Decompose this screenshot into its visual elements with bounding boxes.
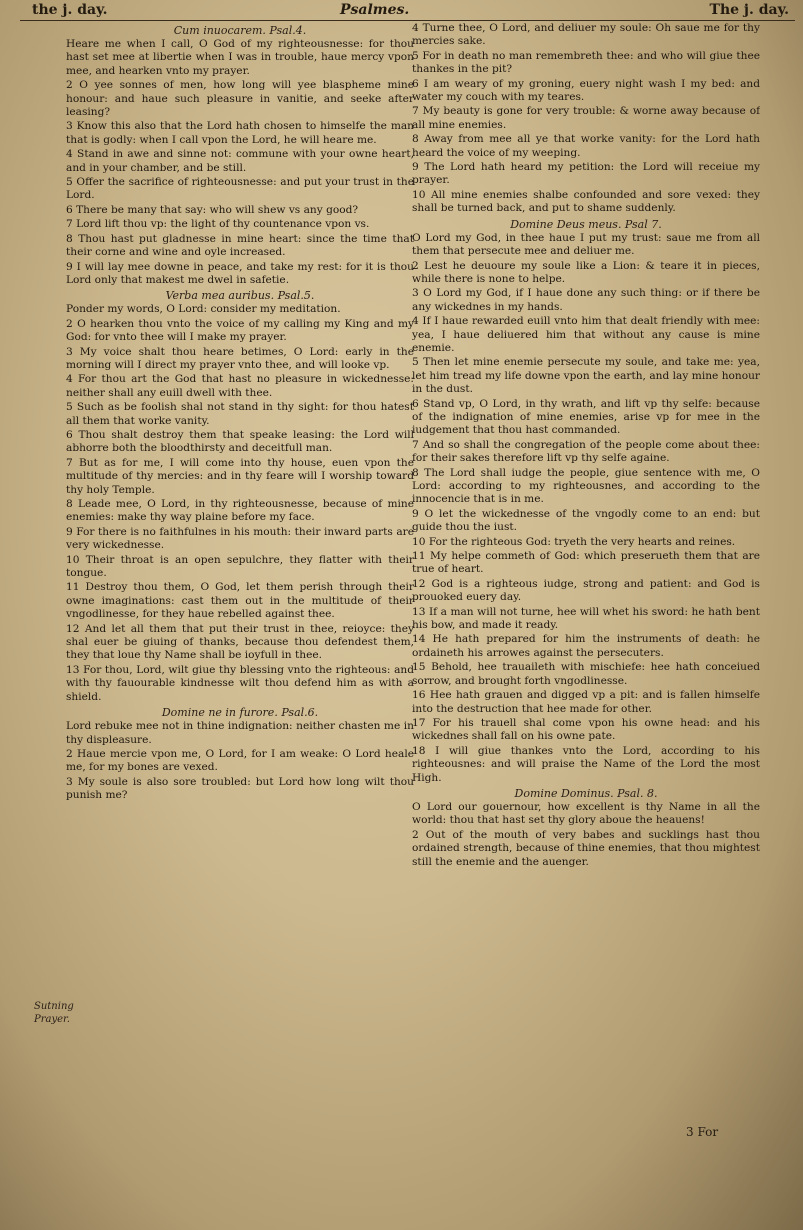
psalm-title: Verba mea auribus. Psal.5.: [165, 289, 315, 303]
left-column: [66, 22, 414, 1152]
verse: Heare me when I call, O God of my righteousnesse: for thou hast set mee at libertie when I was in trouble, haue mercy vpon mee, and hearken vnto my prayer.: [66, 38, 414, 77]
verse: 5 Such as be foolish shal not stand in thy sight: for thou hatest all them that worke vanity.: [66, 401, 414, 427]
verse: 5 Offer the sacrifice of righteousnesse: and put your trust in the Lord.: [66, 176, 414, 202]
verse: 10 For the righteous God: tryeth the very hearts and reines.: [412, 535, 736, 548]
header-center: Psalmes.: [340, 2, 410, 18]
verse: 3 Know this also that the Lord hath chosen to himselfe the man that is godly: when I call vpon the Lord, he will heare me.: [66, 120, 414, 146]
verse: 8 Leade mee, O Lord, in thy righteousnesse, because of mine enemies: make thy way plaine before my face.: [66, 498, 414, 524]
verse: 4 Turne thee, O Lord, and deliuer my soule: Oh saue me for thy mercies sake.: [412, 22, 760, 48]
verse: 15 Behold, hee trauaileth with mischiefe: hee hath conceiued sorrow, and brought forth vngodlinesse.: [412, 661, 760, 687]
psalm-title: Cum inuocarem. Psal.4.: [173, 24, 307, 37]
running-header: [0, 0, 803, 22]
verse: 2 O yee sonnes of men, how long will yee blaspheme mine honour: and haue such pleasure in vanitie, and seeke after leasing?: [66, 79, 414, 119]
verse: 5 For in death no man remembreth thee: and who will giue thee thankes in the pit?: [412, 49, 760, 76]
verse: 2 Out of the mouth of very babes and sucklings hast thou ordained strength, because of thine enemies, that thou mightest still the enemie and the auenger.: [412, 828, 760, 868]
verse: 3 My voice shalt thou heare betimes, O Lord: early in the morning will I direct my prayer vnto thee, and will looke vp.: [66, 345, 414, 371]
psalm-title: Domine ne in furore. Psal.6.: [161, 706, 319, 720]
verse: 2 Lest he deuoure my soule like a Lion: & teare it in pieces, while there is none to helpe.: [412, 259, 760, 285]
verse: 2 Haue mercie vpon me, O Lord, for I am weake: O Lord heale me, for my bones are vexed.: [66, 747, 414, 774]
verse: O Lord our gouernour, how excellent is thy Name in all the world: thou that hast set thy glory aboue the heauens!: [412, 800, 760, 827]
header-right: The j. day.: [709, 2, 789, 18]
verse: 10 All mine enemies shalbe confounded and sore vexed: they shall be turned back, and put to shame suddenly.: [412, 188, 760, 215]
verse: 17 For his trauell shal come vpon his owne head: and his wickednes shall fall on his owne pate.: [412, 716, 760, 743]
verse: 6 I am weary of my groning, euery night wash I my bed: and water my couch with my teares.: [412, 77, 760, 104]
verse: 4 For thou art the God that hast no pleasure in wickednesse: neither shall any euill dwell with thee.: [66, 373, 414, 399]
verse: 9 For there is no faithfulnes in his mouth: their inward parts are very wickednesse.: [66, 525, 414, 552]
psalm-title: Domine Dominus. Psal. 8.: [514, 786, 658, 800]
margin-note: Sutning Prayer.: [34, 1001, 74, 1025]
verse: 14 He hath prepared for him the instruments of death: he ordaineth his arrowes against the persecuters.: [412, 633, 760, 659]
verse: 11 My helpe commeth of God: which preserueth them that are true of heart.: [412, 550, 760, 576]
verse: 2 O hearken thou vnto the voice of my calling my King and my God: for vnto thee will I make my prayer.: [66, 317, 414, 344]
header-rule: [20, 20, 795, 21]
verse: O Lord my God, in thee haue I put my trust: saue me from all them that persecute mee and deliuer me.: [412, 231, 760, 258]
verse: 8 The Lord shall iudge the people, giue sentence with me, O Lord: according to my righteousnes, and according to the innocencie that is in me.: [412, 466, 760, 506]
verse: 7 Lord lift thou vp: the light of thy countenance vpon vs.: [66, 218, 370, 231]
verse: 6 Thou shalt destroy them that speake leasing: the Lord will abhorre both the bloodthirsty and deceitfull man.: [66, 428, 414, 455]
verse: 6 Stand vp, O Lord, in thy wrath, and lift vp thy selfe: because of the indignation of mine enemies, arise vp for mee in the iudgement that thou hast commanded.: [412, 397, 760, 437]
verse: 18 I will giue thankes vnto the Lord, according to his righteousnes: and will praise the Name of the Lord the most High.: [412, 744, 760, 784]
psalm-title: Domine Deus meus. Psal 7.: [510, 217, 662, 231]
verse: 12 And let all them that put their trust in thee, reioyce: they shal euer be giuing of thanks, because thou defendest them, they that loue thy Name shall be ioyfull in thee.: [66, 622, 414, 662]
verse: 11 Destroy thou them, O God, let them perish through their owne imaginations: cast them out in the multitude of their vngodlinesse, for they haue rebelled against thee.: [66, 581, 414, 621]
verse: 13 If a man will not turne, hee will whet his sword: he hath bent his bow, and made it ready.: [412, 605, 760, 632]
verse: 7 But as for me, I will come into thy house, euen vpon the multitude of thy mercies: and in thy feare will I worship toward thy holy Temple.: [66, 456, 414, 496]
verse: 3 My soule is also sore troubled: but Lord how long wilt thou punish me?: [66, 775, 414, 802]
verse: 6 There be many that say: who will shew vs any good?: [66, 203, 359, 216]
catchword: 3 For: [686, 1125, 719, 1139]
verse: 9 O let the wickednesse of the vngodly come to an end: but guide thou the iust.: [412, 507, 760, 534]
verse: 8 Away from mee all ye that worke vanity: for the Lord hath heard the voice of my weeping.: [412, 133, 760, 159]
verse: 9 The Lord hath heard my petition: the Lord will receiue my prayer.: [412, 161, 760, 187]
verse: 12 God is a righteous iudge, strong and patient: and God is prouoked euery day.: [412, 577, 760, 604]
right-column: [412, 22, 760, 1152]
verse: Lord rebuke mee not in thine indignation: neither chasten me in thy displeasure.: [66, 720, 414, 746]
verse: 7 And so shall the congregation of the people come about thee: for their sakes therefore lift vp thy selfe againe.: [412, 438, 760, 465]
verse: 16 Hee hath grauen and digged vp a pit: and is fallen himselfe into the destruction that hee made for other.: [412, 689, 760, 715]
verse: 10 Their throat is an open sepulchre, they flatter with their tongue.: [66, 553, 414, 580]
verse: 8 Thou hast put gladnesse in mine heart: since the time that their corne and wine and oyle increased.: [66, 232, 414, 259]
verse: 13 For thou, Lord, wilt giue thy blessing vnto the righteous: and with thy fauourable kindnesse wilt thou defend him as with a shield.: [66, 663, 414, 703]
verse: Ponder my words, O Lord: consider my meditation.: [66, 303, 341, 316]
verse: 5 Then let mine enemie persecute my soule, and take me: yea, let him tread my life downe vpon the earth, and lay mine honour in the dust.: [412, 356, 760, 396]
verse: 9 I will lay mee downe in peace, and take my rest: for it is thou Lord only that makest me dwel in safetie.: [66, 260, 414, 286]
verse: 4 If I haue rewarded euill vnto him that dealt friendly with mee: yea, I haue deliuered him that without any cause is mine enemie.: [412, 315, 760, 354]
verse: 3 O Lord my God, if I haue done any such thing: or if there be any wickednes in my hands.: [412, 287, 760, 313]
verse: 7 My beauty is gone for very trouble: & worne away because of all mine enemies.: [412, 105, 760, 131]
header-left: the j. day.: [32, 2, 108, 18]
verse: 4 Stand in awe and sinne not: commune with your owne heart, and in your chamber, and be still.: [66, 148, 414, 174]
